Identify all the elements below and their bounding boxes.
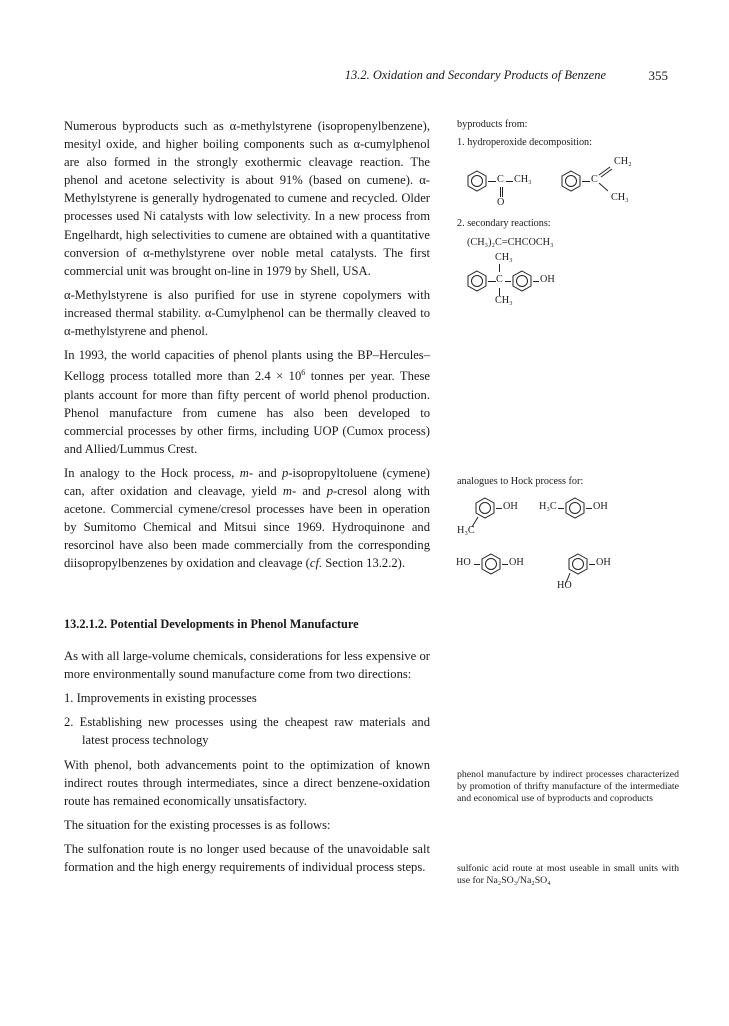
chem-ch3: CH₃ [495, 295, 513, 306]
benzene-ring-icon [511, 270, 533, 292]
side-note-sulfonic: sulfonic acid route at most useable in small units with use for Na₂SO₃/Na₂SO₄ [457, 863, 679, 886]
page-number: 355 [648, 68, 668, 83]
running-header [60, 68, 668, 86]
chem-oh: OH [503, 501, 518, 512]
main-column [64, 117, 430, 578]
chem-c: C [496, 274, 503, 285]
chem-c: C [497, 174, 504, 185]
bond-line [506, 181, 513, 182]
chem-ch2: CH₂ [614, 156, 632, 167]
benzene-ring-icon [480, 553, 502, 575]
side-item-secondary: 2. secondary reactions: [457, 218, 551, 229]
chem-ho: HO [456, 557, 471, 568]
benzene-ring-icon [560, 170, 582, 192]
chem-ch3: CH₃ [514, 174, 532, 185]
chem-h3c: H₃C [539, 501, 557, 512]
bond-line [533, 281, 539, 282]
running-title: 13.2. Oxidation and Secondary Products of Benzene [344, 68, 606, 82]
bond-line [488, 181, 496, 182]
chem-oh: OH [540, 274, 555, 285]
chem-ho: HO [557, 580, 572, 591]
paragraph-situation: The situation for the existing processes is as follows: [64, 817, 331, 832]
side-analogues-title: analogues to Hock process for: [457, 476, 584, 487]
double-bond [500, 187, 503, 197]
bond-lines [598, 165, 618, 195]
paragraph-methylstyrene: α-Methylstyrene is also purified for use in styrene copolymers with increased thermal stability. α-Cumylphenol can be thermally cleaved to α-methylstyrene and phenol. [64, 287, 430, 339]
side-mesityl-oxide: (CH₃)₂C=CHCOCH₃ [467, 237, 554, 248]
bond-line [502, 564, 508, 565]
chem-o: O [497, 197, 505, 208]
divider [246, 912, 247, 952]
side-item-hydroperoxide: 1. hydroperoxide decomposition: [457, 137, 592, 148]
list-item: 2. Establishing new processes using the cheapest raw materials and latest process technology [64, 715, 430, 748]
side-note-indirect: phenol manufacture by indirect processes characterized by promotion of thrifty manufacture of the intermediate and economical use of byproducts and coproducts [457, 769, 679, 804]
bond-line [582, 181, 590, 182]
main-column-lower [64, 615, 430, 882]
section-heading: 13.2.1.2. Potential Developments in Phenol Manufacture [64, 617, 359, 631]
bond-line [586, 508, 592, 509]
paragraph-sulfonation: The sulfonation route is no longer used because of the unavoidable salt formation and the high energy requirements of individual process steps. [64, 841, 430, 875]
bond-line [589, 564, 595, 565]
chem-c: C [591, 174, 598, 185]
list-item: 1. Improvements in existing processes [64, 691, 257, 706]
side-byproducts-title: byproducts from: [457, 119, 528, 130]
benzene-ring-icon [466, 270, 488, 292]
paragraph-advancements: With phenol, both advancements point to the optimization of known indirect routes through intermediates, since a direct benzene-oxidation route has remained economically unsatisfactory. [64, 757, 430, 808]
paragraph-capacities: In 1993, the world capacities of phenol plants using the BP–Hercules–Kellogg process totalled more than $2.4 \times 10^6$ tonnes per year. These plants account for more than fifty percent of world phenol production. Phenol manufacture from cumene has also been developed to commercial processes by other firms, including UOP (Cumox process) and Allied/Lummus Crest. [64, 348, 430, 456]
chem-ch3: CH₃ [611, 192, 629, 203]
bond-line [496, 508, 502, 509]
benzene-ring-icon [466, 170, 488, 192]
chem-h3c: H₃C [457, 525, 475, 536]
chem-ch3: CH₃ [495, 252, 513, 263]
paragraph-cresol: In analogy to the Hock process, m- and p-isopropyltoluene (cymene) can, after oxidation and cleavage, yield m- and p-cresol along with acetone. Commercial cymene/cresol processes have been in operation by Sumitomo Chemical and Mitsui since 1969. Hydroquinone and resorcinol have also been made commercially from the corresponding diisopropylbenzenes by oxidation and cleavage (cf. Section 13.2.2). [64, 465, 431, 571]
bond-line [499, 264, 500, 272]
paragraph-directions: As with all large-volume chemicals, considerations for less expensive or more environmentally sound manufacture come from two directions: [64, 649, 430, 682]
chem-oh: OH [593, 501, 608, 512]
chem-oh: OH [596, 557, 611, 568]
chem-oh: OH [509, 557, 524, 568]
directions-list [64, 689, 430, 749]
paragraph-byproducts: Numerous byproducts such as α-methylstyrene (isopropenylbenzene), mesityl oxide, and higher boiling components such as α-cumylphenol are also formed in the strongly exothermic cleavage reaction. The phenol and acetone selectivity is about 91% (based on cumene). α-Methylstyrene is generally hydrogenated to cumene and recycled. Older processes used Ni catalysts with low selectivity. In a new process from Engelhardt, high selectivities to cumene are obtained with a quantitative conversion of α-methylstyrene over noble metal catalysts. The first commercial unit was brought on-line in 1979 by Shell, USA. [64, 119, 430, 278]
bond-line [488, 281, 496, 282]
benzene-ring-icon [564, 497, 586, 519]
